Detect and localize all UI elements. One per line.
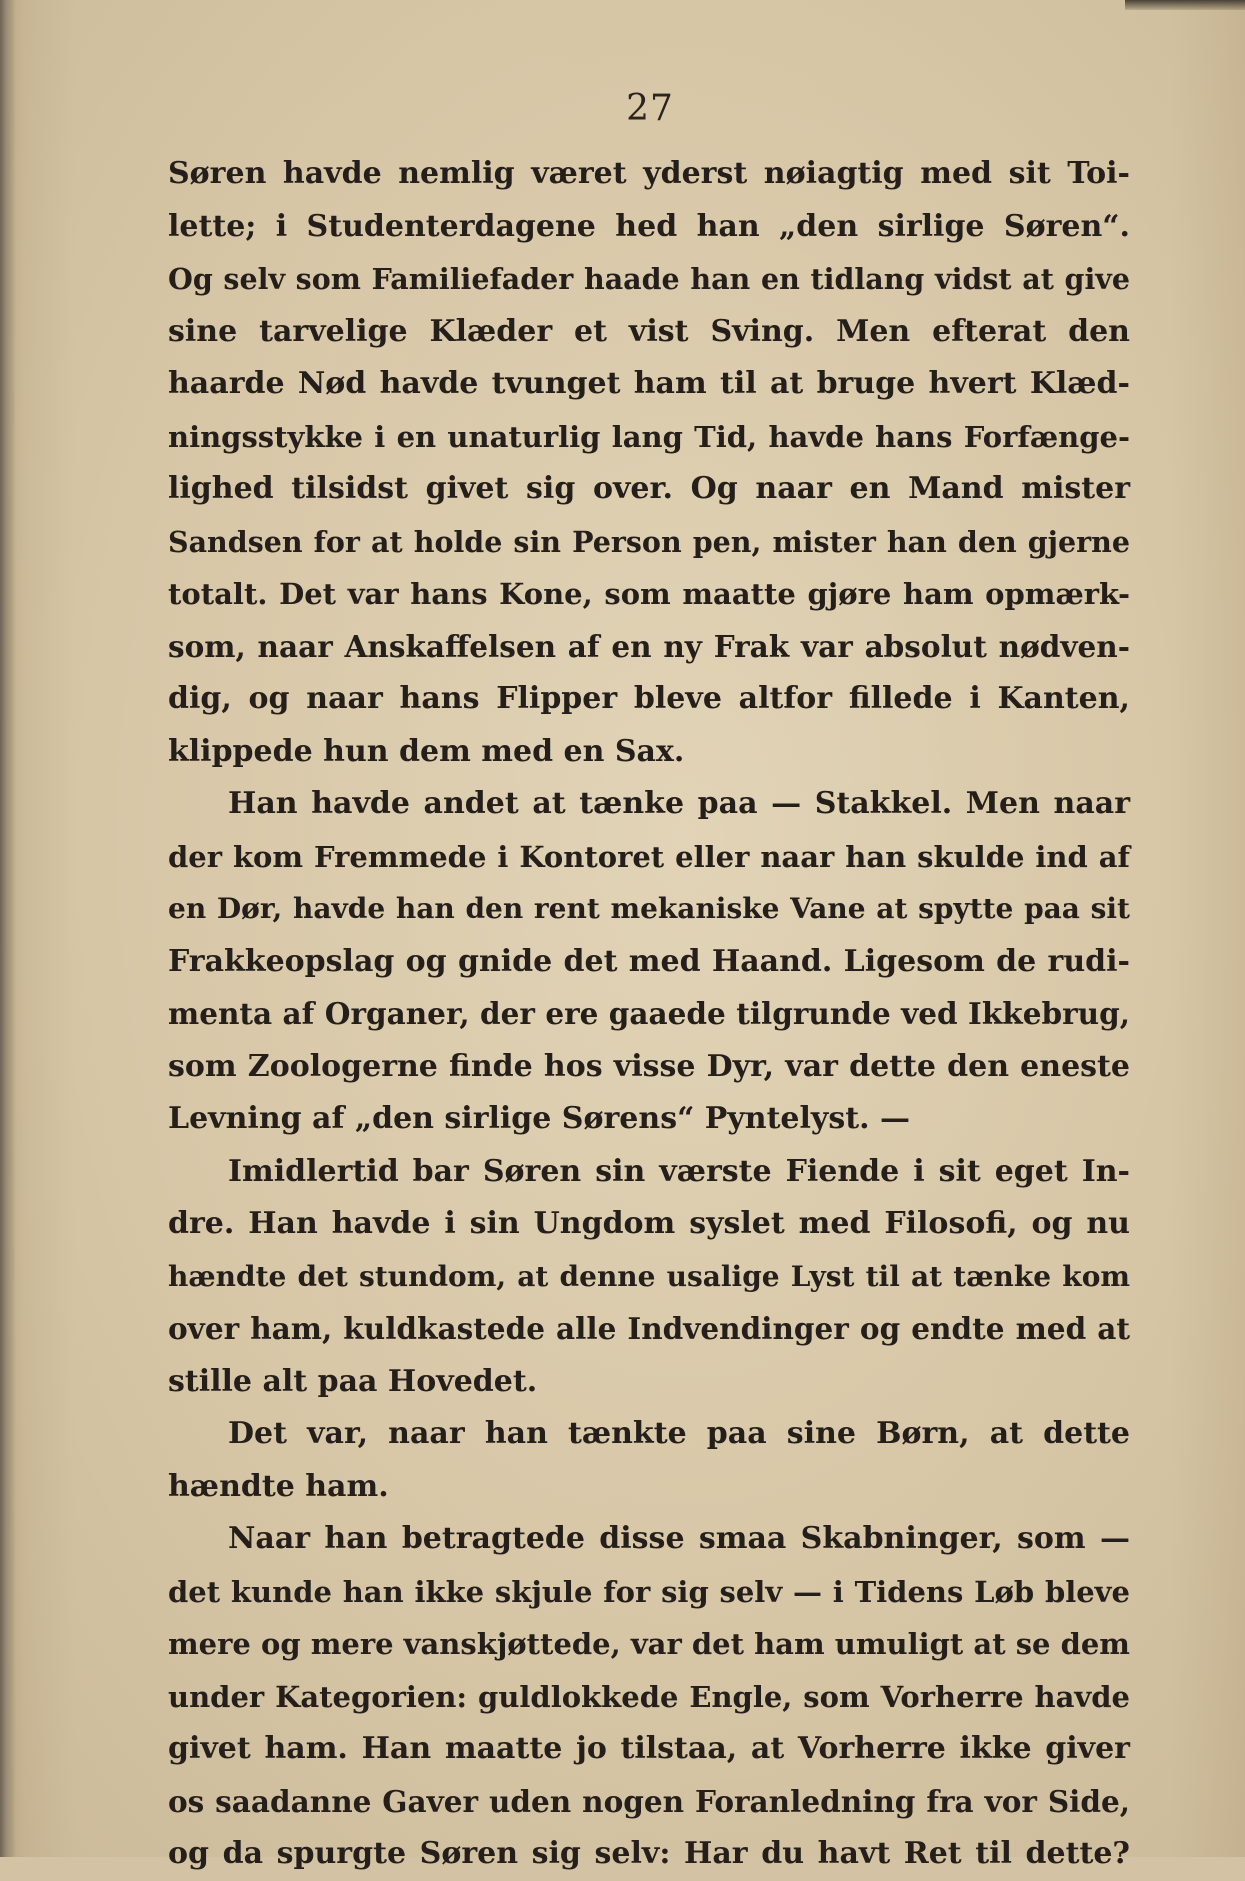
text-line: totalt. Det var hans Kone, som maatte gjøre ham opmærk- xyxy=(168,577,1130,611)
text-line: Han havde andet at tænke paa — Stakkel. Men naar xyxy=(228,786,1130,821)
text-line: lette; i Studenterdagene hed han „den sirlige Søren“. xyxy=(168,208,1130,244)
text-line: dre. Han havde i sin Ungdom syslet med Filosofi, og nu xyxy=(168,1206,1130,1241)
text-line: Levning af „den sirlige Sørens“ Pyntelyst. — xyxy=(168,1101,910,1136)
text-line: som Zoologerne finde hos visse Dyr, var dette den eneste xyxy=(168,1048,1130,1084)
page-top-shadow xyxy=(1125,0,1245,10)
text-line: os saadanne Gaver uden nogen Foranledning fra vor Side, xyxy=(168,1783,1130,1819)
text-line: under Kategorien: guldlokkede Engle, som Vorherre havde xyxy=(168,1679,1130,1714)
text-line: der kom Fremmede i Kontoret eller naar han skulde ind af xyxy=(168,839,1130,874)
body-text xyxy=(168,148,1130,1881)
text-line: dig, og naar hans Flipper bleve altfor fillede i Kanten, xyxy=(168,681,1130,716)
text-line: Naar han betragtede disse smaa Skabninger, som — xyxy=(228,1521,1130,1556)
text-line: Imidlertid bar Søren sin værste Fiende i sit eget In- xyxy=(228,1153,1130,1189)
page-binding-edge xyxy=(0,0,16,1857)
text-line: en Dør, havde han den rent mekaniske Vane at spytte paa sit xyxy=(168,892,1130,925)
text-line: klippede hun dem med en Sax. xyxy=(168,733,685,769)
text-line: over ham, kuldkastede alle Indvendinger og endte med at xyxy=(168,1311,1130,1346)
text-line: givet ham. Han maatte jo tilstaa, at Vorherre ikke giver xyxy=(168,1731,1130,1766)
text-line: ningsstykke i en unaturlig lang Tid, havde hans Forfænge- xyxy=(168,419,1130,454)
text-line: det kunde han ikke skjule for sig selv — i Tidens Løb bleve xyxy=(168,1574,1130,1609)
text-line: Og selv som Familiefader haade han en tidlang vidst at give xyxy=(168,262,1130,296)
text-line: menta af Organer, der ere gaaede tilgrunde ved Ikkebrug, xyxy=(168,996,1130,1031)
text-line: stille alt paa Hovedet. xyxy=(168,1363,538,1399)
text-line: Sandsen for at holde sin Person pen, mister han den gjerne xyxy=(168,524,1130,559)
text-line: som, naar Anskaffelsen af en ny Frak var absolut nødven- xyxy=(168,628,1130,664)
text-line: og da spurgte Søren sig selv: Har du havt Ret til dette? xyxy=(168,1836,1130,1871)
text-line: mere og mere vanskjøttede, var det ham umuligt at se dem xyxy=(168,1627,1130,1661)
text-line: Frakkeopslag og gnide det med Haand. Ligesom de rudi- xyxy=(168,943,1130,979)
text-line: hændte det stundom, at denne usalige Lyst til at tænke kom xyxy=(168,1259,1130,1293)
text-line: haarde Nød havde tvunget ham til at bruge hvert Klæd- xyxy=(168,366,1130,401)
text-line: Det var, naar han tænkte paa sine Børn, at dette xyxy=(228,1416,1130,1451)
text-line: hændte ham. xyxy=(168,1468,389,1504)
text-line: Søren havde nemlig været yderst nøiagtig med sit Toi- xyxy=(168,156,1130,191)
text-line: lighed tilsidst givet sig over. Og naar en Mand mister xyxy=(168,471,1130,506)
text-line: sine tarvelige Klæder et vist Sving. Men efterat den xyxy=(168,313,1130,349)
page-number: 27 xyxy=(626,88,674,129)
